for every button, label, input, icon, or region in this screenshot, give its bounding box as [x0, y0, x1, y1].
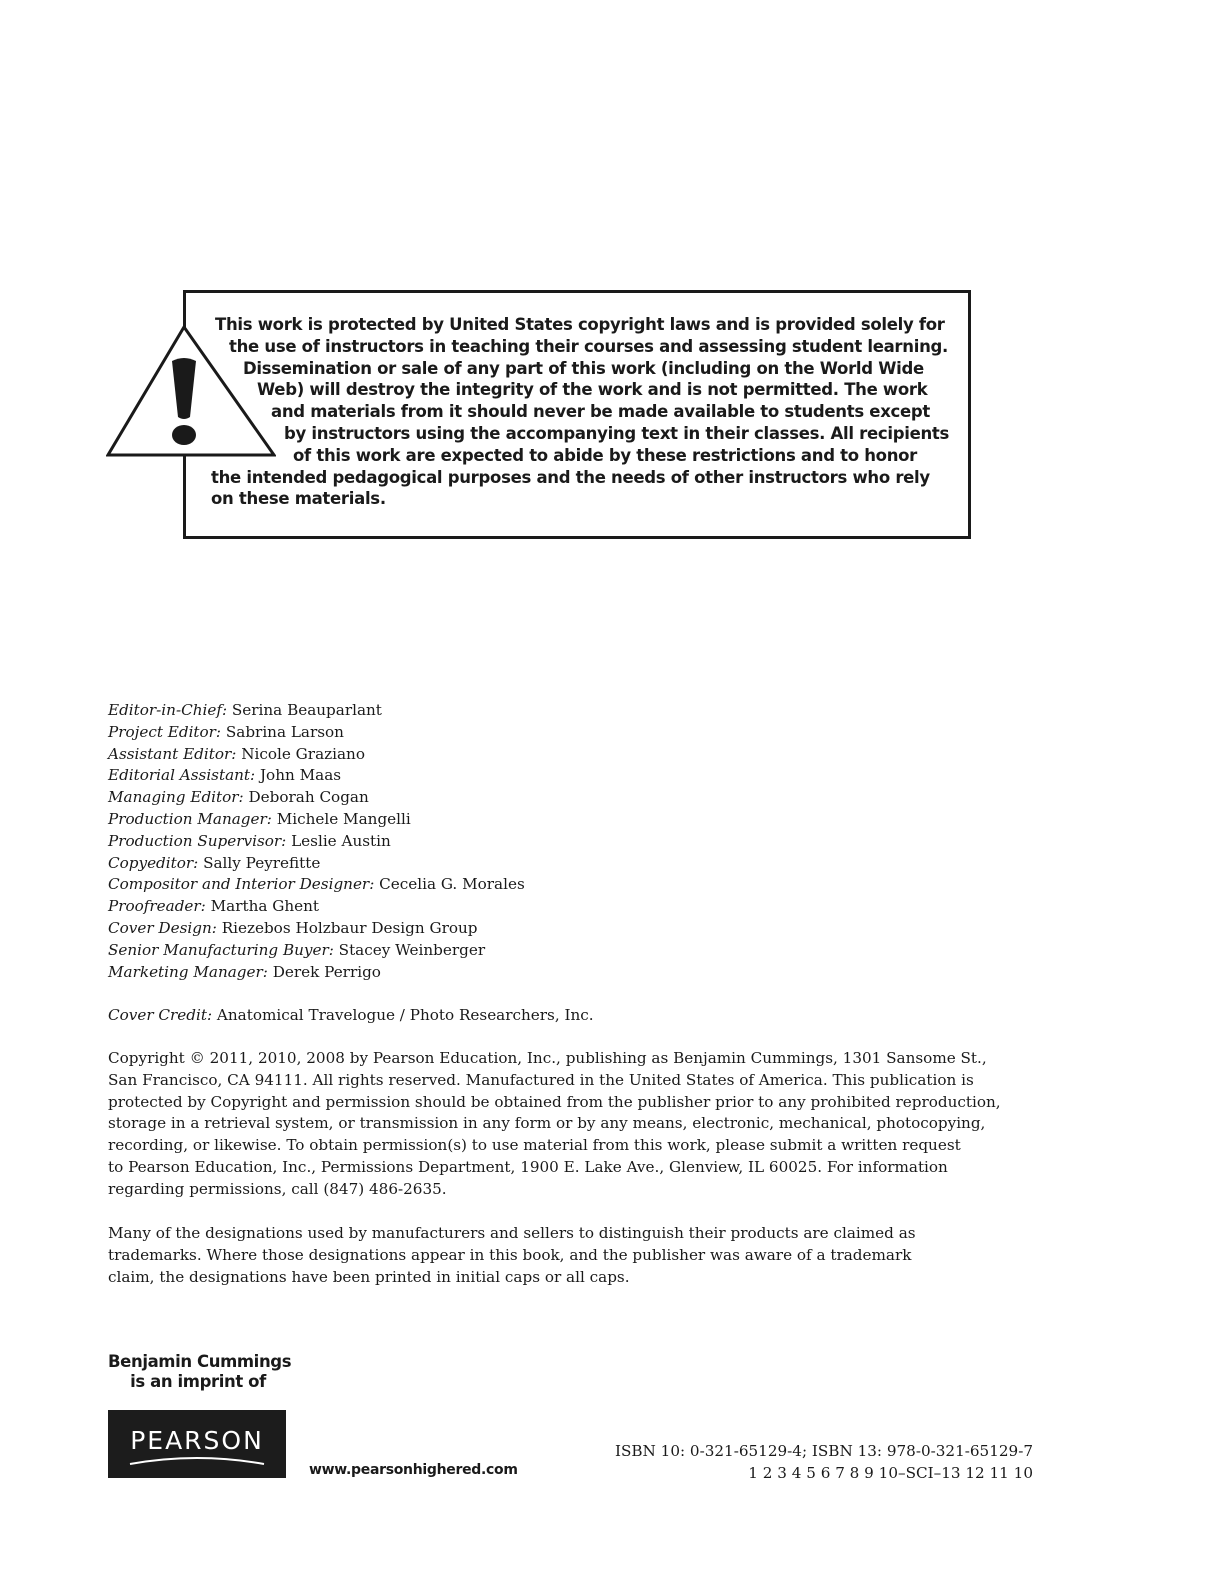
credit-role: Cover Design:: [108, 918, 217, 937]
credit-item: [108, 787, 525, 809]
credit-role: Senior Manufacturing Buyer:: [108, 940, 334, 959]
credit-name: Sabrina Larson: [225, 722, 344, 741]
credit-item: [108, 896, 525, 918]
copyright-line: Copyright © 2011, 2010, 2008 by Pearson Education, Inc., publishing as Benjamin Cummings, 1301 Sansome St.,: [108, 1049, 987, 1067]
warning-line: the intended pedagogical purposes and the needs of other instructors who rely: [211, 467, 930, 487]
publisher-website-link[interactable]: www.pearsonhighered.com: [309, 1462, 518, 1478]
credit-item: [108, 809, 525, 831]
copyright-notice: [108, 1048, 1001, 1201]
credit-item: [108, 874, 525, 896]
imprint-statement: [108, 1352, 292, 1392]
copyright-line: protected by Copyright and permission should be obtained from the publisher prior to any prohibited reproduction,: [108, 1092, 1001, 1111]
credit-name: Stacey Weinberger: [338, 940, 486, 959]
warning-statement: [203, 314, 949, 510]
cover-credit: [108, 1005, 594, 1027]
warning-line: the use of instructors in teaching their courses and assessing student learning.: [229, 336, 949, 356]
credit-item: [108, 831, 525, 853]
credit-name: Sally Peyrefitte: [203, 853, 321, 872]
credit-role: Project Editor:: [108, 722, 222, 741]
pearson-logo-word: PEARSON: [130, 1426, 264, 1455]
pearson-swoosh-icon: [108, 1454, 286, 1478]
credit-item: [108, 700, 525, 722]
credit-role: Assistant Editor:: [108, 744, 237, 763]
credit-role: Proofreader:: [108, 897, 206, 916]
credit-role: Production Manager:: [108, 809, 272, 828]
credit-role: Marketing Manager:: [108, 962, 268, 981]
credit-role: Copyeditor:: [108, 853, 199, 872]
trademark-line: trademarks. Where those designations appear in this book, and the publisher was aware of a trademark: [108, 1245, 912, 1264]
credit-name: Michele Mangelli: [276, 809, 411, 828]
cover-credit-name: Anatomical Travelogue / Photo Researchers, Inc.: [216, 1006, 594, 1024]
warning-line: and materials from it should never be made available to students except: [271, 402, 931, 422]
warning-line: Web) will destroy the integrity of the work and is not permitted. The work: [257, 380, 928, 400]
imprint-publisher: Benjamin Cummings: [108, 1352, 292, 1371]
credit-role: Editor-in-Chief:: [108, 701, 228, 719]
trademark-line: claim, the designations have been printed in initial caps or all caps.: [108, 1267, 630, 1286]
credit-role: Production Supervisor:: [108, 831, 287, 850]
credit-name: Riezebos Holzbaur Design Group: [221, 918, 478, 937]
credit-role: Editorial Assistant:: [108, 766, 256, 785]
warning-line: by instructors using the accompanying text in their classes. All recipients: [284, 423, 950, 443]
isbn-block: [560, 1440, 1033, 1484]
warning-line: on these materials.: [211, 489, 386, 509]
credit-name: Cecelia G. Morales: [379, 875, 525, 894]
imprint-tagline: is an imprint of: [130, 1372, 266, 1391]
copyright-line: storage in a retrieval system, or transmission in any form or by any means, electronic, mechanical, photocopying,: [108, 1114, 986, 1133]
credit-name: Martha Ghent: [210, 897, 320, 916]
credit-item: [108, 722, 525, 744]
credit-item: [108, 765, 525, 787]
isbn-numbers: ISBN 10: 0-321-65129-4; ISBN 13: 978-0-321-65129-7: [614, 1442, 1033, 1460]
credit-item: [108, 744, 525, 766]
cover-credit-role: Cover Credit:: [108, 1006, 213, 1024]
credit-name: Deborah Cogan: [248, 788, 369, 807]
trademark-notice: [108, 1223, 916, 1288]
credit-item: [108, 940, 525, 962]
credit-role: Compositor and Interior Designer:: [108, 875, 375, 894]
copyright-line: regarding permissions, call (847) 486-2635.: [108, 1179, 447, 1198]
credit-name: Nicole Graziano: [241, 744, 365, 763]
credits-list: [108, 700, 525, 983]
printing-line: 1 2 3 4 5 6 7 8 9 10–SCI–13 12 11 10: [748, 1464, 1033, 1482]
credit-name: Serina Beauparlant: [231, 701, 382, 719]
credit-name: Derek Perrigo: [272, 962, 381, 981]
credit-item: [108, 918, 525, 940]
credit-role: Managing Editor:: [108, 788, 244, 807]
warning-line: This work is protected by United States copyright laws and is provided solely for: [215, 315, 945, 334]
warning-line: Dissemination or sale of any part of this work (including on the World Wide: [243, 358, 924, 378]
copyright-line: recording, or likewise. To obtain permission(s) to use material from this work, please submit a written request: [108, 1136, 961, 1155]
copyright-line: to Pearson Education, Inc., Permissions Department, 1900 E. Lake Ave., Glenview, IL 60025. For information: [108, 1157, 948, 1176]
credit-name: John Maas: [259, 766, 342, 785]
pearson-logo: [108, 1410, 286, 1478]
credit-item: [108, 962, 525, 984]
trademark-line: Many of the designations used by manufacturers and sellers to distinguish their products are claimed as: [108, 1224, 916, 1242]
credit-name: Leslie Austin: [291, 831, 391, 850]
copyright-line: San Francisco, CA 94111. All rights reserved. Manufactured in the United States of America. This publication is: [108, 1070, 974, 1089]
credit-item: [108, 853, 525, 875]
warning-line: of this work are expected to abide by these restrictions and to honor: [293, 445, 918, 465]
